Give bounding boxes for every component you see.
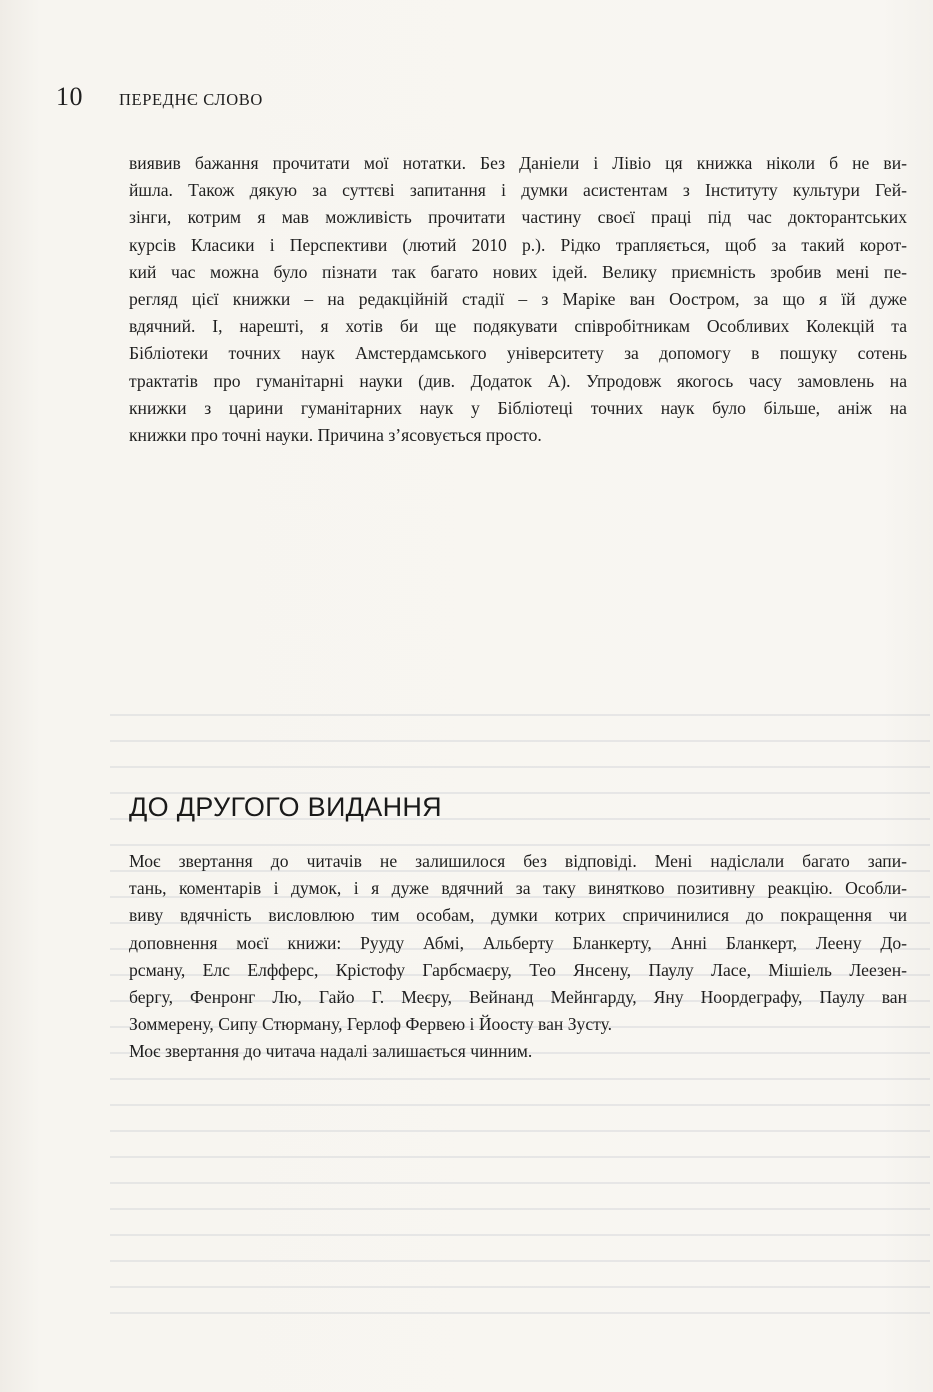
section-heading: ДО ДРУГОГО ВИДАННЯ: [129, 792, 442, 822]
page-header: [56, 82, 263, 112]
second-edition-text: [129, 848, 907, 1066]
text-line: йшла. Також дякую за суттєві запитання і думки асистентам з Інституту культури Гей-: [129, 180, 907, 201]
paragraph-closing: [129, 1038, 907, 1065]
text-line: кий час можна було пізнати так багато нових ідей. Велику приємність зробив мені пе-: [129, 261, 907, 282]
text-line: Моє звертання до читача надалі залишається чинним.: [129, 1041, 533, 1062]
text-line: зінги, котрим я мав можливість прочитати частину своєї праці під час докторантських: [129, 207, 907, 228]
text-line: Бібліотеки точних наук Амстердамського університету за допомогу в пошуку сотень: [129, 343, 907, 364]
text-line: доповнення моєї книжи: Рууду Абмі, Альберту Бланкерту, Анні Бланкерт, Леену До-: [129, 932, 907, 953]
text-line: бергу, Фенронг Лю, Гайо Г. Меєру, Вейнанд Мейнгарду, Яну Ноордеграфу, Паулу ван: [129, 987, 907, 1008]
text-line: вдячний. І, нарешті, я хотів би ще подякувати співробітникам Особливих Колекцій та: [129, 316, 907, 337]
text-line: Моє звертання до читачів не залишилося без відповіді. Мені надіслали багато запи-: [129, 851, 907, 871]
text-line: виву вдячність висловлюю тим особам, думки котрих спричинилися до покращення чи: [129, 905, 907, 926]
text-line: виявив бажання прочитати мої нотатки. Без Даніели і Лівіо ця книжка ніколи б не ви-: [129, 153, 907, 173]
text-line: книжки з царини гуманітарних наук у Бібліотеці точних наук було більше, аніж на: [129, 397, 907, 418]
page-number: 10: [56, 82, 83, 111]
text-line: тань, коментарів і думок, і я дуже вдячний за таку винятково позитивну реакцію. Особли-: [129, 878, 907, 899]
text-line: рсману, Елс Елфферс, Крістофу Гарбсмаєру, Тео Янсену, Паулу Ласе, Мішіель Леезен-: [129, 959, 907, 980]
paragraph-second-edition: [129, 848, 907, 1038]
main-text: [129, 150, 907, 449]
text-line: регляд цієї книжки – на редакційній стадії – з Маріке ван Оостром, за що я їй дуже: [129, 289, 907, 310]
text-line: книжки про точні науки. Причина з’ясовується просто.: [129, 425, 542, 446]
running-head: ПЕРЕДНЄ СЛОВО: [119, 90, 263, 109]
text-line: курсів Класики і Перспективи (лютий 2010 р.). Рідко трапляється, щоб за такий корот-: [129, 234, 907, 255]
text-line: Зоммерену, Сипу Стюрману, Герлоф Фервею і Йоосту ван Зусту.: [129, 1014, 613, 1035]
text-line: трактатів про гуманітарні науки (див. Додаток А). Упродовж якогось часу замовлень на: [129, 370, 907, 391]
paragraph-acknowledgements: [129, 150, 907, 449]
